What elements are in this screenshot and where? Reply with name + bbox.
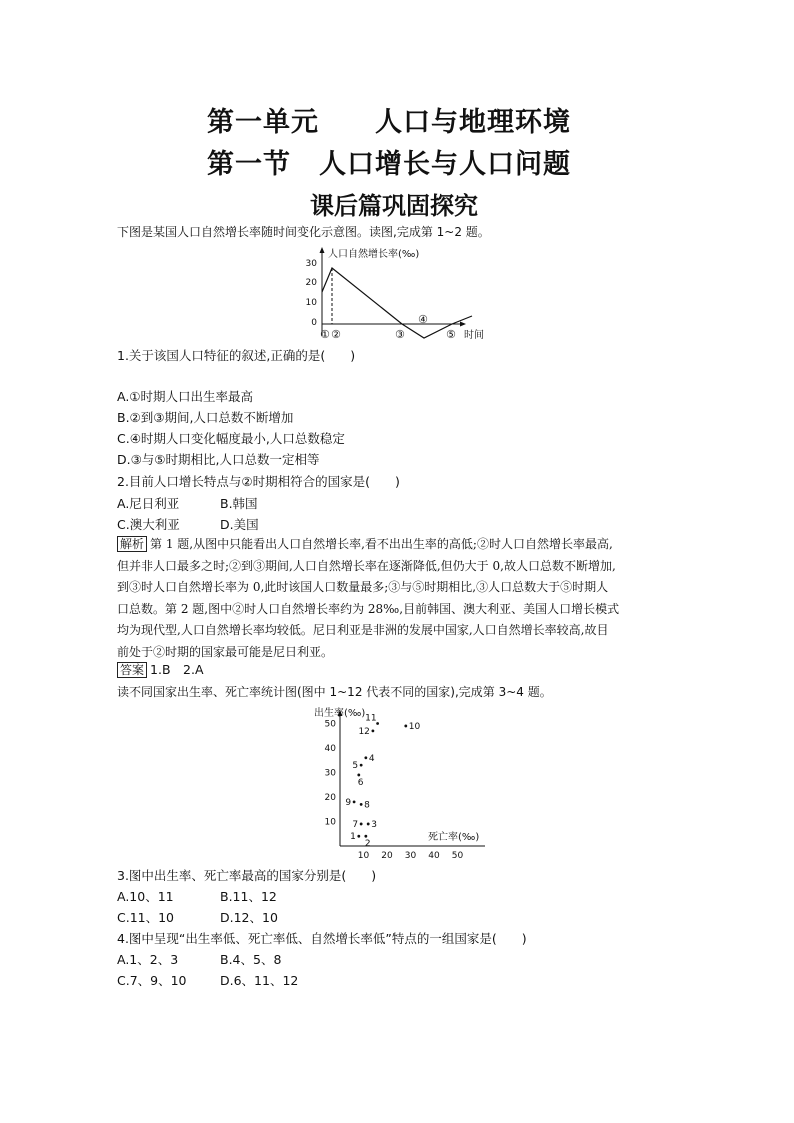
question-2-option-a: A.尼日利亚 (117, 496, 180, 511)
country-point-label: 4 (368, 753, 375, 764)
country-point-9 (353, 801, 356, 804)
intro-text-1: 下图是某国人口自然增长率随时间变化示意图。读图,完成第 1~2 题。 (117, 225, 490, 239)
country-point-8 (360, 803, 363, 806)
time-point-label: ① (320, 328, 330, 341)
country-point-label: 9 (345, 797, 352, 808)
question-4-option-b: B.4、5、8 (220, 952, 282, 967)
country-point-label: 6 (357, 777, 364, 788)
country-point-label: 11 (365, 713, 377, 724)
answer-row (117, 660, 204, 680)
question-4-option-a: A.1、2、3 (117, 952, 179, 967)
question-1-option-b: B.②到③期间,人口总数不断增加 (117, 410, 294, 425)
country-point-10 (404, 725, 407, 728)
y-tick-label: 40 (324, 744, 336, 754)
country-point-label: 2 (364, 839, 371, 850)
country-point-label: 3 (371, 819, 377, 830)
question-3-option-a: A.10、11 (117, 889, 174, 904)
question-2-stem: 2.目前人口增长特点与②时期相符合的国家是( ) (117, 474, 400, 489)
x-axis-label: 死亡率(‰) (428, 832, 480, 843)
y-tick-label: 30 (305, 259, 317, 269)
intro-text-2: 读不同国家出生率、死亡率统计图(图中 1~12 代表不同的国家),完成第 3~4 题。 (117, 685, 552, 699)
x-tick-label: 30 (404, 851, 417, 861)
y-tick-label: 20 (305, 278, 317, 288)
y-tick-label: 20 (324, 793, 336, 803)
country-point-2 (364, 835, 367, 838)
analysis-line: 前处于②时期的国家最可能是尼日利亚。 (117, 644, 334, 659)
question-1-option-c: C.④时期人口变化幅度最小,人口总数稳定 (117, 431, 345, 446)
country-point-6 (357, 774, 360, 777)
y-tick-label: 10 (324, 817, 336, 828)
x-tick-label: 50 (451, 851, 464, 861)
x-axis-label: 时间 (464, 330, 484, 341)
y-tick-label: 0 (311, 318, 317, 328)
section-title: 第一节 人口增长与人口问题 (207, 149, 571, 180)
answer-text: 1.B 2.A (150, 662, 204, 677)
analysis-line: 但并非人口最多之时;②到③期间,人口自然增长率在逐渐降低,但仍大于 0,故人口总数不断增加, (117, 558, 616, 573)
country-point-label: 1 (350, 832, 356, 843)
country-point-4 (364, 756, 367, 759)
time-point-label: ② (331, 328, 341, 341)
growth-rate-chart (300, 244, 500, 344)
country-point-1 (357, 835, 360, 838)
analysis-line: 第 1 题,从图中只能看出人口自然增长率,看不出出生率的高低;②时人口自然增长率最高, (150, 537, 613, 551)
analysis-line: 均为现代型,人口自然增长率均较低。尼日利亚是非洲的发展中国家,人口自然增长率较高,故目 (117, 623, 609, 637)
analysis-line: 口总数。第 2 题,图中②时人口自然增长率约为 28‰,目前韩国、澳大利亚、美国人口增长模式 (117, 601, 620, 616)
x-axis-arrow (460, 322, 466, 327)
unit-title: 第一单元 人口与地理环境 (207, 107, 571, 138)
country-point-12 (372, 729, 375, 732)
question-2-option-d: D.美国 (220, 517, 259, 532)
country-point-label: 8 (364, 800, 370, 811)
question-4-stem: 4.图中呈现“出生率低、死亡率低、自然增长率低”特点的一组国家是( ) (117, 931, 527, 946)
question-1-option-a: A.①时期人口出生率最高 (117, 389, 254, 404)
x-tick-label: 10 (357, 851, 370, 861)
analysis-line: 到③时人口自然增长率为 0,此时该国人口数量最多;③与⑤时期相比,③人口总数大于⑤时期人 (117, 580, 609, 594)
question-2-option-c: C.澳大利亚 (117, 517, 180, 532)
question-1-stem: 1.关于该国人口特征的叙述,正确的是( ) (117, 348, 356, 363)
question-3-option-b: B.11、12 (220, 889, 277, 904)
y-axis-label: 人口自然增长率(‰) (328, 249, 420, 260)
country-point-label: 10 (408, 721, 421, 732)
y-tick-label: 30 (324, 768, 336, 779)
question-4-option-d: D.6、11、12 (220, 973, 299, 988)
answer-tag: 答案 (117, 662, 147, 678)
question-3-option-c: C.11、10 (117, 910, 175, 925)
page-subtitle: 课后篇巩固探究 (310, 192, 478, 220)
question-1-option-d: D.③与⑤时期相比,人口总数一定相等 (117, 452, 320, 467)
country-point-label: 7 (352, 819, 359, 830)
country-point-label: 5 (352, 761, 359, 772)
time-point-label: ⑤ (446, 328, 456, 341)
country-point-11 (376, 722, 379, 725)
y-axis-label: 出生率(‰) (314, 708, 366, 719)
analysis-tag: 解析 (117, 536, 147, 552)
question-3-stem: 3.图中出生率、死亡率最高的国家分别是( ) (117, 868, 377, 883)
country-point-3 (367, 823, 370, 826)
time-point-label: ③ (395, 328, 405, 341)
country-point-5 (360, 764, 363, 767)
question-3-option-d: D.12、10 (220, 910, 278, 925)
birth-death-scatter-chart (310, 702, 490, 862)
x-tick-label: 40 (428, 851, 440, 861)
y-tick-label: 10 (305, 298, 317, 308)
time-point-label: ④ (418, 313, 428, 326)
analysis-block (117, 534, 687, 663)
country-point-label: 12 (358, 726, 370, 737)
y-tick-label: 50 (324, 719, 336, 730)
question-4-option-c: C.7、9、10 (117, 973, 187, 988)
x-tick-label: 20 (381, 851, 393, 861)
country-point-7 (360, 823, 363, 826)
question-2-option-b: B.韩国 (220, 496, 258, 511)
y-axis-arrow (320, 247, 325, 253)
